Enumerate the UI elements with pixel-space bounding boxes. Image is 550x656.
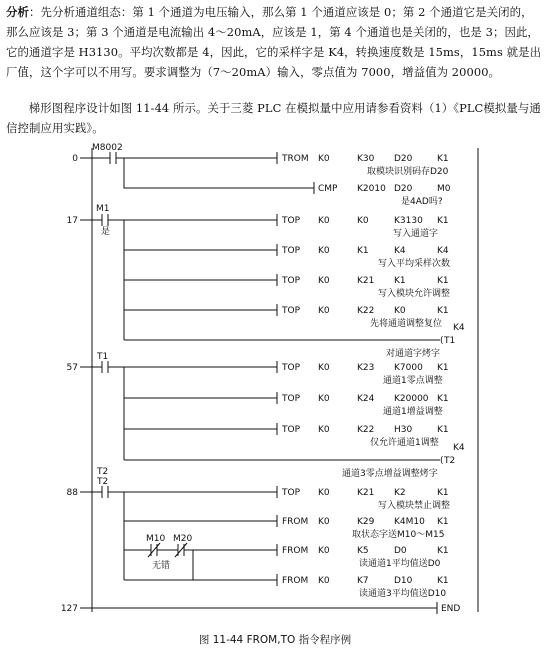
instruction-operand: K1 — [437, 517, 449, 527]
contact-label: M20 — [173, 534, 193, 544]
coil-comment: 对通道字烤字 — [386, 349, 441, 359]
contact-label: T2 — [97, 467, 109, 477]
instruction-operand: H30 — [394, 425, 413, 435]
instruction-operand: K0 — [318, 306, 330, 316]
instruction-cmd: TOP — [282, 216, 301, 226]
instruction-operand: K0 — [394, 306, 406, 316]
instruction-operand: K5 — [357, 546, 369, 556]
instruction-operand: K22 — [357, 425, 375, 435]
step-number: 57 — [66, 363, 78, 373]
instruction-comment: 取模块识别码存D20 — [367, 167, 449, 177]
instruction-cmd: CMP — [318, 184, 338, 194]
contact-note: 是 — [101, 227, 111, 237]
instruction-comment: 通道1增益调整 — [383, 407, 443, 417]
instruction-comment: 读通道3平均值送D10 — [359, 589, 447, 599]
instruction-operand: K1 — [437, 576, 449, 586]
instruction-cmd: FROM — [282, 517, 309, 527]
instruction-cmd: TOP — [282, 276, 301, 286]
instruction-comment: 写入模块允许调整 — [378, 289, 451, 299]
instruction-operand: K0 — [318, 576, 330, 586]
instruction-operand: K0 — [318, 216, 330, 226]
instruction-cmd: FROM — [282, 576, 309, 586]
analysis-label: 分析 — [6, 5, 29, 19]
step-number: 88 — [66, 488, 78, 498]
instruction-operand: K1 — [437, 546, 449, 556]
instruction-cmd: FROM — [282, 546, 309, 556]
instruction-operand: K30 — [357, 154, 375, 164]
instruction-comment: 读通道1平均值送D0 — [359, 559, 441, 569]
instruction-operand: M0 — [437, 184, 451, 194]
instruction-operand: K22 — [357, 306, 375, 316]
instruction-operand: K7000 — [394, 363, 423, 373]
figure-intro-text: 梯形图程序设计如图 11-44 所示。关于三菱 PLC 在模拟量中应用请参看资料（1）《PLC模拟量与通信控制应用实践》。 — [6, 101, 541, 135]
instruction-operand: K0 — [318, 517, 330, 527]
instruction-operand: D20 — [394, 184, 413, 194]
instruction-cmd: TOP — [282, 363, 301, 373]
contact-label: T2 — [97, 477, 109, 487]
figure-caption: 图 11-44 FROM,TO 指令程序例 — [198, 634, 352, 646]
coil-bracket: ( — [440, 456, 444, 466]
instruction-comment: 写入通道字 — [393, 229, 439, 239]
instruction-operand: K4M10 — [394, 517, 425, 527]
contact-label: M1 — [96, 204, 110, 214]
instruction-comment: 取状态字送M10～M15 — [352, 530, 445, 540]
instruction-operand: K0 — [318, 363, 330, 373]
instruction-operand: K0 — [318, 394, 330, 404]
end-instruction: END — [441, 604, 461, 614]
instruction-operand: K0 — [357, 216, 369, 226]
coil-name: T1 — [444, 336, 456, 346]
instruction-cmd: TOP — [282, 425, 301, 435]
instruction-operand: K20000 — [394, 394, 429, 404]
step-number: 17 — [66, 216, 78, 226]
instruction-operand: K2010 — [357, 184, 386, 194]
instruction-operand: K1 — [437, 394, 449, 404]
coil-comment: 通道3零点增益调整烤字 — [342, 469, 438, 479]
instruction-operand: K0 — [318, 425, 330, 435]
contact-label: M10 — [146, 534, 166, 544]
instruction-comment: 写入平均采样次数 — [378, 259, 451, 269]
instruction-operand: K1 — [437, 425, 449, 435]
instruction-operand: K4 — [437, 246, 449, 256]
instruction-operand: K29 — [357, 517, 375, 527]
instruction-comment: 是4AD吗? — [401, 197, 443, 207]
instruction-operand: K2 — [394, 488, 406, 498]
instruction-operand: K0 — [318, 488, 330, 498]
instruction-comment: 写入模块禁止调整 — [378, 501, 451, 511]
instruction-operand: K1 — [437, 154, 449, 164]
instruction-operand: K4 — [394, 246, 406, 256]
contact-label: M8002 — [92, 143, 123, 153]
instruction-operand: D10 — [394, 576, 413, 586]
contact-label: T1 — [97, 352, 109, 362]
coil-name: T2 — [444, 456, 456, 466]
instruction-operand: K1 — [437, 306, 449, 316]
instruction-cmd: TOP — [282, 488, 301, 498]
instruction-comment: 先将通道调整复位 — [370, 319, 443, 329]
instruction-cmd: TOP — [282, 306, 301, 316]
instruction-operand: K0 — [318, 154, 330, 164]
instruction-operand: K21 — [357, 276, 375, 286]
instruction-operand: K1 — [437, 488, 449, 498]
step-number: 0 — [72, 154, 78, 164]
instruction-operand: D0 — [394, 546, 407, 556]
instruction-operand: D20 — [394, 154, 413, 164]
instruction-operand: K0 — [318, 276, 330, 286]
instruction-comment: 通道1零点调整 — [383, 376, 443, 386]
instruction-operand: K1 — [437, 276, 449, 286]
instruction-operand: K0 — [318, 246, 330, 256]
instruction-cmd: TOP — [282, 246, 301, 256]
step-number: 127 — [60, 604, 78, 614]
instruction-operand: K3130 — [394, 216, 423, 226]
instruction-operand: K0 — [318, 546, 330, 556]
instruction-operand: K1 — [437, 216, 449, 226]
coil-value: K4 — [453, 443, 465, 453]
contact-note: 无错 — [152, 561, 171, 571]
instruction-operand: K21 — [357, 488, 375, 498]
instruction-cmd: TROM — [282, 154, 309, 164]
coil-bracket: ( — [440, 336, 444, 346]
instruction-operand: K23 — [357, 363, 375, 373]
instruction-cmd: TOP — [282, 394, 301, 404]
instruction-operand: K1 — [437, 363, 449, 373]
analysis-body: ：先分析通道组态：第 1 个通道为电压输入，那么第 1 个通道应该是 0；第 2 个通道它是关闭的，那么应该是 3；第 3 个通道是电流输出 4～20mA，应该是 1，第 4 个通道也是关闭的，也是 3；因此，它的通道字是 H3130。平均次数都是 4，因此，它的采样字是 K4，转换速度数是 15ms，15ms 就是出厂值，这个字可以不用写。要求调整为（7～20mA）输入，零点值为 7000，增益值为 20000。 — [6, 5, 542, 79]
instruction-operand: K24 — [357, 394, 375, 404]
instruction-operand: K1 — [357, 246, 369, 256]
instruction-operand: K7 — [357, 576, 369, 586]
instruction-comment: 仅允许通道1调整 — [370, 438, 439, 448]
instruction-operand: K1 — [394, 276, 406, 286]
coil-value: K4 — [453, 323, 465, 333]
